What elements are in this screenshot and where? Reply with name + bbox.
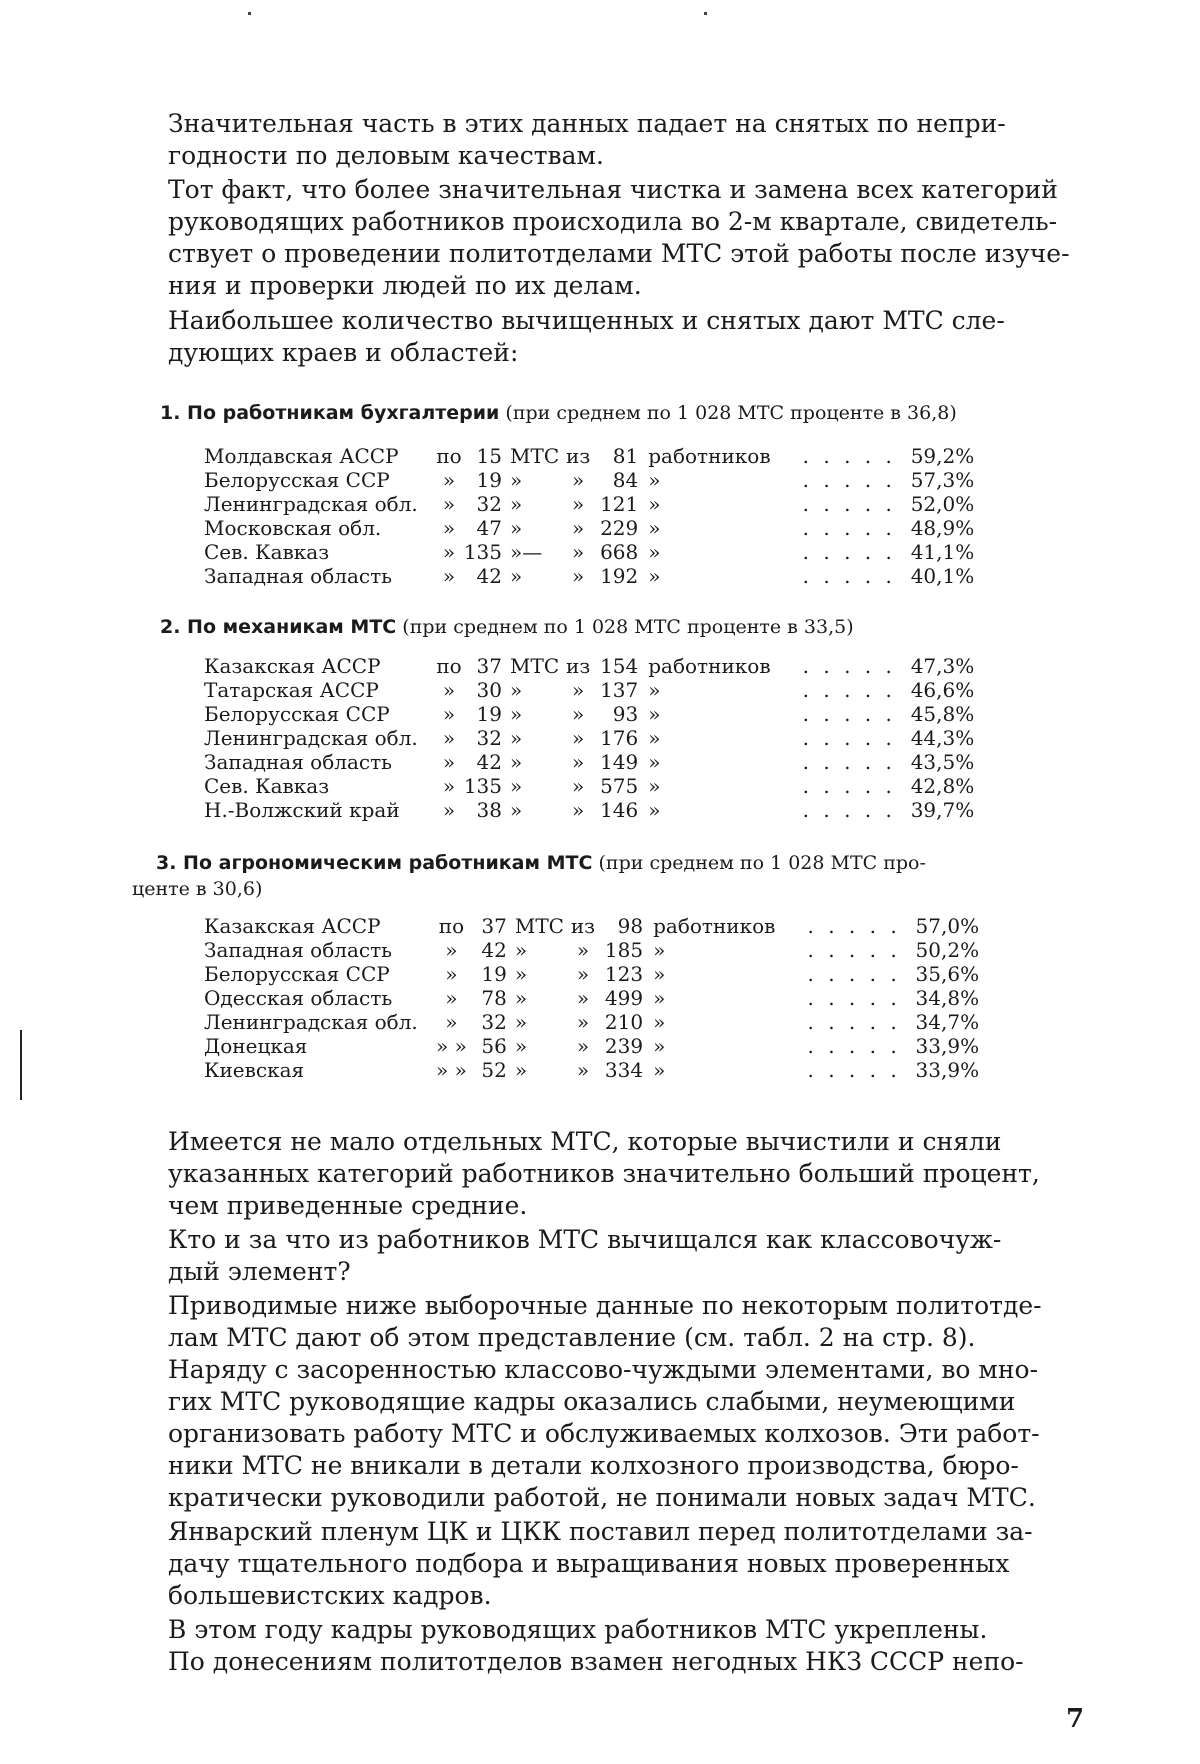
table-row — [204, 750, 974, 774]
region-name: Донецкая — [204, 1034, 308, 1058]
workers-label: » — [653, 1010, 666, 1034]
section-heading-cont — [132, 876, 262, 902]
workers-count: 229 — [600, 516, 639, 540]
workers-count: 93 — [612, 702, 639, 726]
mts-prefix: » — [442, 798, 456, 822]
leader-dots: . . . . . — [802, 678, 896, 702]
section-note: (при среднем по 1 028 МТС проценте в 33,5) — [402, 616, 854, 638]
mts-count: 15 — [476, 444, 502, 468]
region-name: Киевская — [204, 1058, 305, 1082]
text-line: Приводимые ниже выборочные данные по некоторым политотде- — [168, 1291, 1042, 1320]
percent-value: 33,9% — [915, 1058, 980, 1082]
text-line: большевистских кадров. — [168, 1581, 492, 1610]
text-line: Наряду с засоренностью классово-чуждыми элементами, во мно- — [168, 1355, 1039, 1384]
leader-dots: . . . . . — [802, 798, 896, 822]
table-row — [204, 798, 974, 822]
scan-speck — [704, 12, 707, 15]
mts-prefix: » — [442, 774, 456, 798]
mts-unit: МТС — [510, 444, 560, 468]
workers-label: работников — [648, 654, 771, 678]
mts-unit: » — [514, 1034, 528, 1058]
table-row — [204, 516, 974, 540]
section-heading — [156, 850, 926, 876]
mts-unit: » — [514, 962, 528, 986]
mts-count: 30 — [476, 678, 502, 702]
text-line: Кто и за что из работников МТС вычищался как классовочуж- — [168, 1225, 1002, 1254]
region-name: Н.-Волжский край — [204, 798, 400, 822]
workers-count: 210 — [604, 1010, 644, 1034]
mts-unit: » — [510, 726, 523, 750]
workers-count: 185 — [604, 938, 644, 962]
workers-count: 81 — [612, 444, 639, 468]
table-row — [204, 678, 974, 702]
mts-prefix: по — [436, 444, 462, 468]
workers-label: » — [653, 938, 666, 962]
text-line: руководящих работников происходила во 2-м квартале, свидетель- — [168, 207, 1058, 236]
text-line: Наибольшее количество вычищенных и снятых дают МТС сле- — [168, 306, 1005, 335]
mts-prefix: » — [445, 938, 458, 962]
mts-unit: » — [510, 492, 523, 516]
table-row — [204, 468, 974, 492]
percent-value: 44,3% — [910, 726, 975, 750]
percent-value: 43,5% — [910, 750, 975, 774]
workers-prefix: из — [566, 444, 591, 468]
leader-dots: . . . . . — [802, 492, 896, 516]
section-title: 3. По агрономическим работникам МТС — [156, 852, 593, 874]
workers-count: 668 — [600, 540, 639, 564]
percent-value: 48,9% — [910, 516, 975, 540]
mts-count: 135 — [463, 540, 502, 564]
text-line: гих МТС руководящие кадры оказались слабыми, неумеющими — [168, 1387, 1016, 1416]
mts-prefix: » » — [436, 1058, 467, 1082]
paragraph — [168, 174, 1084, 302]
region-name: Белорусская ССР — [204, 702, 390, 726]
region-name: Западная область — [204, 938, 393, 962]
workers-prefix: » — [576, 1034, 590, 1058]
percent-value: 39,7% — [910, 798, 975, 822]
leader-dots: . . . . . — [807, 1010, 901, 1034]
section-heading — [160, 614, 854, 640]
leader-dots: . . . . . — [802, 654, 896, 678]
mts-count: 32 — [476, 492, 502, 516]
text-line: лам МТС дают об этом представление (см. табл. 2 на стр. 8). — [168, 1323, 976, 1352]
region-name: Белорусская ССР — [204, 468, 390, 492]
paragraph — [168, 1516, 1084, 1612]
leader-dots: . . . . . — [807, 986, 901, 1010]
leader-dots: . . . . . — [802, 564, 896, 588]
leader-dots: . . . . . — [802, 516, 896, 540]
margin-mark — [20, 1030, 22, 1100]
region-name: Татарская АССР — [204, 678, 379, 702]
workers-prefix: » — [572, 564, 585, 588]
workers-count: 84 — [612, 468, 639, 492]
mts-prefix: по — [438, 914, 465, 938]
workers-prefix: » — [572, 726, 585, 750]
workers-label: » — [648, 750, 661, 774]
mts-prefix: » — [445, 986, 458, 1010]
region-name: Московская обл. — [204, 516, 382, 540]
workers-prefix: » — [576, 986, 590, 1010]
workers-count: 334 — [604, 1058, 644, 1082]
text-line: дующих краев и областей: — [168, 338, 519, 367]
percent-value: 45,8% — [910, 702, 975, 726]
percent-value: 59,2% — [910, 444, 975, 468]
mts-count: 37 — [476, 654, 502, 678]
percent-value: 57,0% — [915, 914, 980, 938]
percent-value: 42,8% — [910, 774, 975, 798]
mts-prefix: » — [442, 702, 456, 726]
workers-prefix: » — [572, 750, 585, 774]
table-row — [204, 962, 979, 986]
workers-label: » — [648, 798, 661, 822]
workers-label: работников — [653, 914, 776, 938]
workers-count: 575 — [600, 774, 639, 798]
table-row — [204, 774, 974, 798]
table-row — [204, 702, 974, 726]
workers-count: 98 — [617, 914, 644, 938]
mts-prefix: » — [442, 516, 456, 540]
workers-count: 499 — [604, 986, 644, 1010]
region-name: Ленинградская обл. — [204, 492, 418, 516]
text-line: дый элемент? — [168, 1257, 351, 1286]
workers-prefix: » — [572, 774, 585, 798]
table-row — [204, 1010, 979, 1034]
leader-dots: . . . . . — [802, 750, 896, 774]
text-line: кратически руководили работой, не понимали новых задач МТС. — [168, 1483, 1036, 1512]
workers-label: » — [653, 962, 666, 986]
section-note: (при среднем по 1 028 МТС проценте в 36,8) — [505, 402, 957, 424]
workers-count: 137 — [600, 678, 639, 702]
mts-prefix: » — [445, 962, 458, 986]
workers-prefix: » — [572, 516, 585, 540]
workers-count: 154 — [600, 654, 639, 678]
section-note: (при среднем по 1 028 МТС про- — [598, 852, 926, 874]
mts-unit: » — [514, 1058, 528, 1082]
leader-dots: . . . . . — [807, 914, 901, 938]
mts-unit: »— — [510, 540, 543, 564]
mts-count: 37 — [481, 914, 507, 938]
section-title: 1. По работникам бухгалтерии — [160, 402, 500, 424]
mts-count: 42 — [476, 564, 502, 588]
stats-table — [204, 914, 979, 1082]
text-line: чем приведенные средние. — [168, 1191, 528, 1220]
workers-label: » — [648, 774, 661, 798]
region-name: Ленинградская обл. — [204, 726, 418, 750]
mts-count: 19 — [476, 702, 502, 726]
leader-dots: . . . . . — [802, 726, 896, 750]
workers-label: » — [648, 702, 661, 726]
mts-unit: » — [510, 750, 523, 774]
workers-prefix: » — [572, 798, 585, 822]
table-row — [204, 1058, 979, 1082]
mts-unit: » — [510, 564, 523, 588]
table-row — [204, 726, 974, 750]
mts-prefix: по — [436, 654, 462, 678]
mts-unit: » — [514, 1010, 528, 1034]
percent-value: 47,3% — [910, 654, 975, 678]
mts-unit: » — [510, 702, 523, 726]
stats-table — [204, 654, 974, 822]
mts-unit: » — [510, 798, 523, 822]
mts-count: 42 — [476, 750, 502, 774]
workers-prefix: » — [572, 492, 585, 516]
text-line: По донесениям политотделов взамен негодных НКЗ СССР непо- — [168, 1647, 1024, 1676]
workers-count: 146 — [600, 798, 639, 822]
mts-unit: МТС — [510, 654, 560, 678]
mts-prefix: » — [442, 468, 456, 492]
percent-value: 41,1% — [910, 540, 975, 564]
region-name: Западная область — [204, 564, 393, 588]
mts-unit: » — [510, 516, 523, 540]
workers-prefix: » — [576, 938, 590, 962]
mts-count: 42 — [481, 938, 507, 962]
mts-prefix: » » — [436, 1034, 467, 1058]
table-row — [204, 444, 974, 468]
mts-count: 135 — [463, 774, 502, 798]
region-name: Западная область — [204, 750, 393, 774]
mts-prefix: » — [445, 1010, 458, 1034]
percent-value: 33,9% — [915, 1034, 980, 1058]
workers-count: 149 — [600, 750, 639, 774]
workers-prefix: » — [576, 962, 590, 986]
region-name: Казакская АССР — [204, 914, 381, 938]
mts-prefix: » — [442, 492, 456, 516]
workers-prefix: » — [572, 468, 585, 492]
leader-dots: . . . . . — [807, 1034, 901, 1058]
mts-count: 32 — [481, 1010, 507, 1034]
percent-value: 46,6% — [910, 678, 975, 702]
workers-label: » — [653, 1058, 666, 1082]
workers-count: 176 — [600, 726, 639, 750]
paragraph — [168, 108, 1084, 172]
workers-prefix: » — [576, 1058, 590, 1082]
mts-count: 19 — [476, 468, 502, 492]
paragraph — [168, 1614, 1084, 1678]
region-name: Казакская АССР — [204, 654, 381, 678]
table-row — [204, 986, 979, 1010]
leader-dots: . . . . . — [802, 774, 896, 798]
mts-unit: » — [514, 938, 528, 962]
text-line: ния и проверки людей по их делам. — [168, 271, 642, 300]
text-line: Январский пленум ЦК и ЦКК поставил перед политотделами за- — [168, 1517, 1033, 1546]
region-name: Белорусская ССР — [204, 962, 390, 986]
table-row — [204, 564, 974, 588]
paragraph — [168, 1224, 1084, 1288]
workers-label: » — [653, 1034, 666, 1058]
workers-label: » — [648, 564, 661, 588]
paragraph — [168, 305, 1084, 369]
percent-value: 40,1% — [910, 564, 975, 588]
region-name: Ленинградская обл. — [204, 1010, 418, 1034]
region-name: Сев. Кавказ — [204, 540, 330, 564]
mts-unit: » — [510, 468, 523, 492]
workers-prefix: » — [572, 678, 585, 702]
workers-label: » — [648, 492, 661, 516]
percent-value: 34,8% — [915, 986, 980, 1010]
workers-label: » — [648, 468, 661, 492]
text-line: Тот факт, что более значительная чистка и замена всех категорий — [168, 175, 1058, 204]
mts-count: 47 — [476, 516, 502, 540]
table-row — [204, 914, 979, 938]
workers-label: » — [648, 540, 661, 564]
region-name: Одесская область — [204, 986, 393, 1010]
table-row — [204, 492, 974, 516]
percent-value: 34,7% — [915, 1010, 980, 1034]
paragraph — [168, 1290, 1084, 1354]
leader-dots: . . . . . — [802, 702, 896, 726]
mts-count: 32 — [476, 726, 502, 750]
table-row — [204, 1034, 979, 1058]
mts-unit: » — [510, 678, 523, 702]
table-row — [204, 938, 979, 962]
workers-label: работников — [648, 444, 771, 468]
mts-unit: » — [514, 986, 528, 1010]
scan-speck — [248, 12, 251, 15]
workers-prefix: » — [572, 702, 585, 726]
stats-table — [204, 444, 974, 588]
paragraph — [168, 1126, 1084, 1222]
mts-prefix: » — [442, 750, 456, 774]
workers-label: » — [648, 726, 661, 750]
text-line: Имеется не мало отдельных МТС, которые вычистили и сняли — [168, 1127, 1002, 1156]
mts-unit: МТС — [514, 914, 564, 938]
workers-label: » — [648, 678, 661, 702]
section-note: центе в 30,6) — [132, 878, 263, 900]
section-title: 2. По механикам МТС — [160, 616, 397, 638]
workers-count: 192 — [600, 564, 639, 588]
section-heading — [160, 400, 957, 426]
percent-value: 35,6% — [915, 962, 980, 986]
mts-count: 56 — [481, 1034, 507, 1058]
text-line: ники МТС не вникали в детали колхозного производства, бюро- — [168, 1451, 1019, 1480]
leader-dots: . . . . . — [807, 1058, 901, 1082]
leader-dots: . . . . . — [807, 938, 901, 962]
mts-prefix: » — [442, 726, 456, 750]
text-line: В этом году кадры руководящих работников МТС укреплены. — [168, 1615, 988, 1644]
percent-value: 57,3% — [910, 468, 975, 492]
text-line: Значительная часть в этих данных падает на снятых по непри- — [168, 109, 1006, 138]
mts-prefix: » — [442, 540, 456, 564]
table-row — [204, 654, 974, 678]
text-line: дачу тщательного подбора и выращивания новых проверенных — [168, 1549, 1010, 1578]
mts-count: 19 — [481, 962, 507, 986]
workers-count: 239 — [604, 1034, 644, 1058]
workers-count: 123 — [604, 962, 644, 986]
region-name: Сев. Кавказ — [204, 774, 330, 798]
paragraph — [168, 1354, 1084, 1514]
mts-prefix: » — [442, 678, 456, 702]
leader-dots: . . . . . — [807, 962, 901, 986]
region-name: Молдавская АССР — [204, 444, 399, 468]
workers-count: 121 — [600, 492, 639, 516]
text-line: организовать работу МТС и обслуживаемых колхозов. Эти работ- — [168, 1419, 1040, 1448]
table-row — [204, 540, 974, 564]
workers-prefix: из — [566, 654, 591, 678]
percent-value: 50,2% — [915, 938, 980, 962]
workers-label: » — [648, 516, 661, 540]
workers-prefix: » — [572, 540, 585, 564]
text-line: указанных категорий работников значительно больший процент, — [168, 1159, 1040, 1188]
percent-value: 52,0% — [910, 492, 975, 516]
mts-prefix: » — [442, 564, 456, 588]
mts-count: 78 — [481, 986, 507, 1010]
mts-unit: » — [510, 774, 523, 798]
page-number: 7 — [1066, 1704, 1085, 1734]
mts-count: 52 — [481, 1058, 507, 1082]
text-line: годности по деловым качествам. — [168, 141, 604, 170]
workers-label: » — [653, 986, 666, 1010]
workers-prefix: » — [576, 1010, 590, 1034]
leader-dots: . . . . . — [802, 540, 896, 564]
leader-dots: . . . . . — [802, 468, 896, 492]
leader-dots: . . . . . — [802, 444, 896, 468]
mts-count: 38 — [476, 798, 502, 822]
workers-prefix: из — [570, 914, 596, 938]
text-line: ствует о проведении политотделами МТС этой работы после изуче- — [168, 239, 1070, 268]
